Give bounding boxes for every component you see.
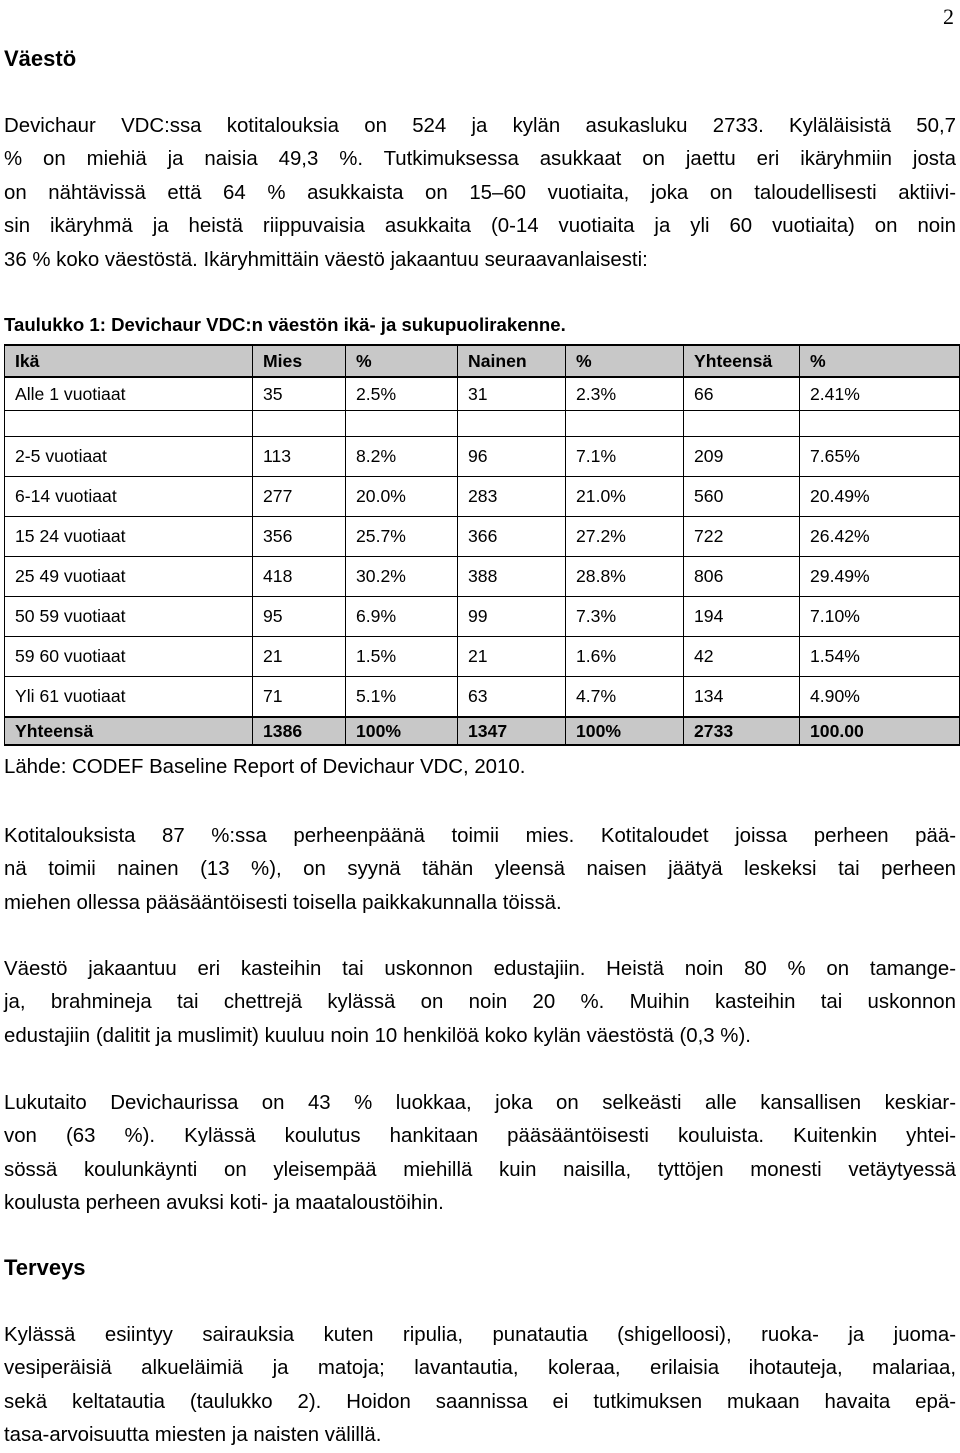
header-cell-age: Ikä <box>5 345 253 377</box>
header-cell-total: Yhteensä <box>684 345 800 377</box>
table-cell: 5.1% <box>346 677 458 718</box>
section-heading-vaesto: Väestö <box>4 46 77 71</box>
header-cell-women: Nainen <box>458 345 566 377</box>
table-gap-row <box>5 411 960 437</box>
text-line: sössä koulunkäynti on yleisempää miehillä kuin naisilla, tyttöjen monesti vetäytyessä <box>4 1158 956 1181</box>
table-cell: 66 <box>684 377 800 411</box>
text-line: 36 % koko väestöstä. Ikäryhmittäin väestö jakaantuu seuraavanlaisesti: <box>4 248 648 271</box>
table-cell: 21 <box>458 637 566 677</box>
table-row <box>5 437 960 477</box>
text-line: on nähtävissä että 64 % asukkaista on 15–60 vuotiaita, joka on taloudellisesti aktiivi- <box>4 181 956 204</box>
header-cell-total-pct: % <box>800 345 960 377</box>
table-cell: 806 <box>684 557 800 597</box>
text-line: koulusta perheen avuksi koti- ja maataloustöihin. <box>4 1192 444 1215</box>
table-cell: Yhteensä <box>5 717 253 745</box>
table-cell: 59 60 vuotiaat <box>5 637 253 677</box>
table-row <box>5 477 960 517</box>
table-cell: 99 <box>458 597 566 637</box>
table-cell: 418 <box>253 557 346 597</box>
table-cell-empty <box>458 411 566 437</box>
text-line: sin ikäryhmä ja heistä riippuvaisia asukkaita (0-14 vuotiaita ja yli 60 vuotiaita) on noin <box>4 215 956 238</box>
table-row <box>5 677 960 718</box>
paragraph-household-heads <box>4 820 956 920</box>
table-cell: 366 <box>458 517 566 557</box>
table-cell: 283 <box>458 477 566 517</box>
table-cell: 1.54% <box>800 637 960 677</box>
population-table <box>4 344 960 746</box>
table-cell-empty <box>684 411 800 437</box>
table-cell: 4.7% <box>566 677 684 718</box>
text-line: Lukutaito Devichaurissa on 43 % luokkaa, joka on selkeästi alle kansallisen keskiar- <box>4 1092 956 1114</box>
table-cell: 100% <box>566 717 684 745</box>
table-cell: 50 59 vuotiaat <box>5 597 253 637</box>
table-cell: 100.00 <box>800 717 960 745</box>
table-cell: 27.2% <box>566 517 684 557</box>
table-caption: Taulukko 1: Devichaur VDC:n väestön ikä- ja sukupuolirakenne. <box>4 314 566 335</box>
text-line: miehen ollessa pääsääntöisesti toisella paikkakunnalla töissä. <box>4 891 562 914</box>
text-line: von (63 %). Kylässä koulutus hankitaan pääsääntöisesti kouluista. Kuitenkin yhtei- <box>4 1125 956 1148</box>
table-cell: 1347 <box>458 717 566 745</box>
table-cell-empty <box>253 411 346 437</box>
text-line: Devichaur VDC:ssa kotitalouksia on 524 ja kylän asukasluku 2733. Kyläläisistä 50,7 <box>4 115 956 137</box>
table-cell: 277 <box>253 477 346 517</box>
table-source: Lähde: CODEF Baseline Report of Devichaur VDC, 2010. <box>4 756 526 778</box>
table-cell-empty <box>346 411 458 437</box>
table-cell: 25 49 vuotiaat <box>5 557 253 597</box>
table-cell-empty <box>800 411 960 437</box>
text-line: Väestö jakaantuu eri kasteihin tai uskonnon edustajiin. Heistä noin 80 % on tamange- <box>4 958 956 980</box>
table-cell: 2.3% <box>566 377 684 411</box>
table-cell: 8.2% <box>346 437 458 477</box>
table-cell: 31 <box>458 377 566 411</box>
table-cell: 2.41% <box>800 377 960 411</box>
table-cell: 28.8% <box>566 557 684 597</box>
paragraph-literacy <box>4 1087 956 1221</box>
page-number: 2 <box>943 4 954 29</box>
header-cell-men: Mies <box>253 345 346 377</box>
table-cell: 95 <box>253 597 346 637</box>
paragraph-population-intro <box>4 110 956 277</box>
table-cell: 560 <box>684 477 800 517</box>
table-cell: 7.10% <box>800 597 960 637</box>
table-cell: 26.42% <box>800 517 960 557</box>
table-cell: 20.0% <box>346 477 458 517</box>
header-cell-women-pct: % <box>566 345 684 377</box>
table-cell: 194 <box>684 597 800 637</box>
text-line: sekä keltatautia (taulukko 2). Hoidon saannissa ei tutkimuksen mukaan havaita epä- <box>4 1390 956 1413</box>
table-cell: 1.5% <box>346 637 458 677</box>
table-cell: 35 <box>253 377 346 411</box>
table-cell: 63 <box>458 677 566 718</box>
table-row <box>5 557 960 597</box>
table-cell: 71 <box>253 677 346 718</box>
text-line: tasa-arvoisuutta miesten ja naisten välillä. <box>4 1424 382 1447</box>
table-cell: 1.6% <box>566 637 684 677</box>
table-cell: 29.49% <box>800 557 960 597</box>
text-line: ja, brahmineja tai chettrejä kylässä on noin 20 %. Muihin kasteihin tai uskonnon <box>4 991 956 1014</box>
paragraph-health <box>4 1319 956 1453</box>
table-cell: 6-14 vuotiaat <box>5 477 253 517</box>
table-cell: 30.2% <box>346 557 458 597</box>
table-cell: 42 <box>684 637 800 677</box>
table-cell: 2-5 vuotiaat <box>5 437 253 477</box>
table-cell: 20.49% <box>800 477 960 517</box>
table-cell: 7.3% <box>566 597 684 637</box>
table-cell: Alle 1 vuotiaat <box>5 377 253 411</box>
table-cell: 96 <box>458 437 566 477</box>
table-cell: 7.1% <box>566 437 684 477</box>
text-line: % on miehiä ja naisia 49,3 %. Tutkimuksessa asukkaat on jaettu eri ikäryhmiin josta <box>4 148 956 171</box>
table-cell-empty <box>566 411 684 437</box>
section-heading-terveys: Terveys <box>4 1255 86 1280</box>
table-cell: 356 <box>253 517 346 557</box>
table-row <box>5 637 960 677</box>
text-line: nä toimii nainen (13 %), on syynä tähän yleensä naisen jäätyä leskeksi tai perheen <box>4 858 956 881</box>
table-cell: 21 <box>253 637 346 677</box>
text-line: vesiperäisiä alkueläimiä ja matoja; lavantautia, koleraa, erilaisia ihotauteja, malariaa, <box>4 1357 956 1380</box>
header-cell-men-pct: % <box>346 345 458 377</box>
table-cell: 100% <box>346 717 458 745</box>
table-cell: 15 24 vuotiaat <box>5 517 253 557</box>
table-cell: 2.5% <box>346 377 458 411</box>
table-cell: 388 <box>458 557 566 597</box>
table-cell: 1386 <box>253 717 346 745</box>
text-line: edustajiin (dalitit ja muslimit) kuuluu noin 10 henkilöä koko kylän väestöstä (0,3 %). <box>4 1024 751 1047</box>
text-line: Kotitalouksista 87 %:ssa perheenpäänä toimii mies. Kotitaloudet joissa perheen pää- <box>4 825 956 847</box>
table-row <box>5 377 960 411</box>
table-cell: 21.0% <box>566 477 684 517</box>
table-cell: 4.90% <box>800 677 960 718</box>
paragraph-castes <box>4 953 956 1053</box>
table-row <box>5 517 960 557</box>
table-cell: 134 <box>684 677 800 718</box>
table-cell: Yli 61 vuotiaat <box>5 677 253 718</box>
table-header-row <box>5 345 960 377</box>
table-cell: 722 <box>684 517 800 557</box>
text-line: Kylässä esiintyy sairauksia kuten ripulia, punatautia (shigelloosi), ruoka- ja juoma- <box>4 1324 956 1346</box>
table-cell: 6.9% <box>346 597 458 637</box>
table-cell: 25.7% <box>346 517 458 557</box>
table-row <box>5 597 960 637</box>
table-total-row <box>5 717 960 745</box>
table-cell-empty <box>5 411 253 437</box>
table-cell: 209 <box>684 437 800 477</box>
table-cell: 113 <box>253 437 346 477</box>
table-cell: 2733 <box>684 717 800 745</box>
table-cell: 7.65% <box>800 437 960 477</box>
